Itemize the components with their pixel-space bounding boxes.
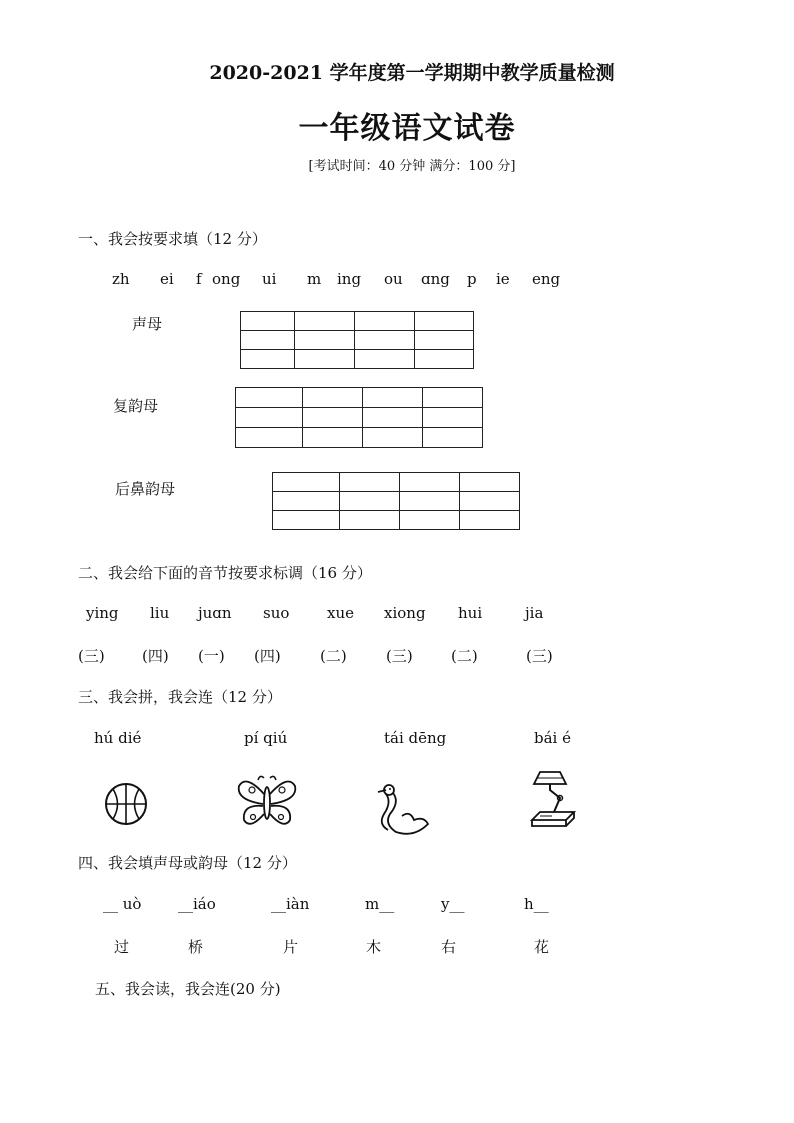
- syllable: p: [467, 270, 477, 288]
- fill-blank[interactable]: y__: [441, 895, 465, 913]
- syllable: f: [196, 270, 202, 288]
- basketball-icon[interactable]: [102, 780, 150, 828]
- syllable: eng: [532, 270, 561, 288]
- exam-subtitle: 一年级语文试卷: [298, 111, 516, 146]
- hanzi: 片: [283, 938, 299, 956]
- syllable: ing: [337, 270, 362, 288]
- answer-grid-nasal-finals[interactable]: [272, 472, 520, 530]
- syllable: jia: [525, 604, 544, 622]
- section1-heading: 一、我会按要求填（12 分）: [78, 230, 267, 248]
- tone-hint: (四): [254, 647, 281, 665]
- tone-hint: (一): [198, 647, 225, 665]
- syllable: xiong: [384, 604, 426, 622]
- section5-heading: 五、我会读，我会连(20 分): [95, 980, 281, 998]
- pinyin-word[interactable]: pí qiú: [244, 729, 288, 747]
- butterfly-icon[interactable]: [236, 774, 298, 832]
- section2-heading: 二、我会给下面的音节按要求标调（16 分）: [78, 564, 372, 582]
- label-initials: 声母: [132, 315, 163, 333]
- syllable: juɑn: [198, 604, 232, 622]
- hanzi: 花: [534, 938, 550, 956]
- section4-heading: 四、我会填声母或韵母（12 分）: [78, 854, 297, 872]
- pinyin-word[interactable]: bái é: [534, 729, 571, 747]
- syllable: zh: [112, 270, 130, 288]
- hanzi: 桥: [188, 938, 204, 956]
- tone-hint: (四): [142, 647, 169, 665]
- fill-blank[interactable]: h__: [524, 895, 549, 913]
- fill-blank[interactable]: m__: [365, 895, 395, 913]
- syllable: liu: [150, 604, 170, 622]
- exam-title: 2020-2021 学年度第一学期期中教学质量检测: [209, 62, 615, 84]
- syllable: ɑng: [421, 270, 450, 288]
- syllable: ou: [384, 270, 403, 288]
- hanzi: 右: [441, 938, 457, 956]
- syllable: xue: [327, 604, 354, 622]
- hanzi: 过: [114, 938, 130, 956]
- tone-hint: (二): [451, 647, 478, 665]
- syllable: ei: [160, 270, 174, 288]
- fill-blank[interactable]: __iáo: [178, 895, 216, 913]
- goose-icon[interactable]: [374, 780, 432, 838]
- pinyin-word[interactable]: hú dié: [94, 729, 142, 747]
- syllable: ong: [212, 270, 241, 288]
- syllable: m: [307, 270, 322, 288]
- section3-heading: 三、我会拼，我会连（12 分）: [78, 688, 282, 706]
- tone-hint: (三): [386, 647, 413, 665]
- exam-info: [考试时间：40 分钟 满分：100 分]: [308, 159, 516, 174]
- answer-grid-initials[interactable]: [240, 311, 474, 369]
- syllable: ie: [496, 270, 510, 288]
- label-compound-finals: 复韵母: [113, 397, 159, 415]
- tone-hint: (三): [526, 647, 553, 665]
- label-nasal-finals: 后鼻韵母: [115, 480, 176, 498]
- syllable: hui: [458, 604, 483, 622]
- fill-blank[interactable]: __ uò: [103, 895, 142, 913]
- pinyin-word[interactable]: tái dēng: [384, 729, 447, 747]
- tone-hint: (二): [320, 647, 347, 665]
- answer-grid-compound-finals[interactable]: [235, 387, 483, 448]
- hanzi: 木: [366, 938, 382, 956]
- tone-hint: (三): [78, 647, 105, 665]
- syllable: ying: [86, 604, 119, 622]
- syllable: ui: [262, 270, 277, 288]
- fill-blank[interactable]: __iàn: [271, 895, 310, 913]
- syllable: suo: [263, 604, 290, 622]
- lamp-icon[interactable]: [526, 768, 582, 832]
